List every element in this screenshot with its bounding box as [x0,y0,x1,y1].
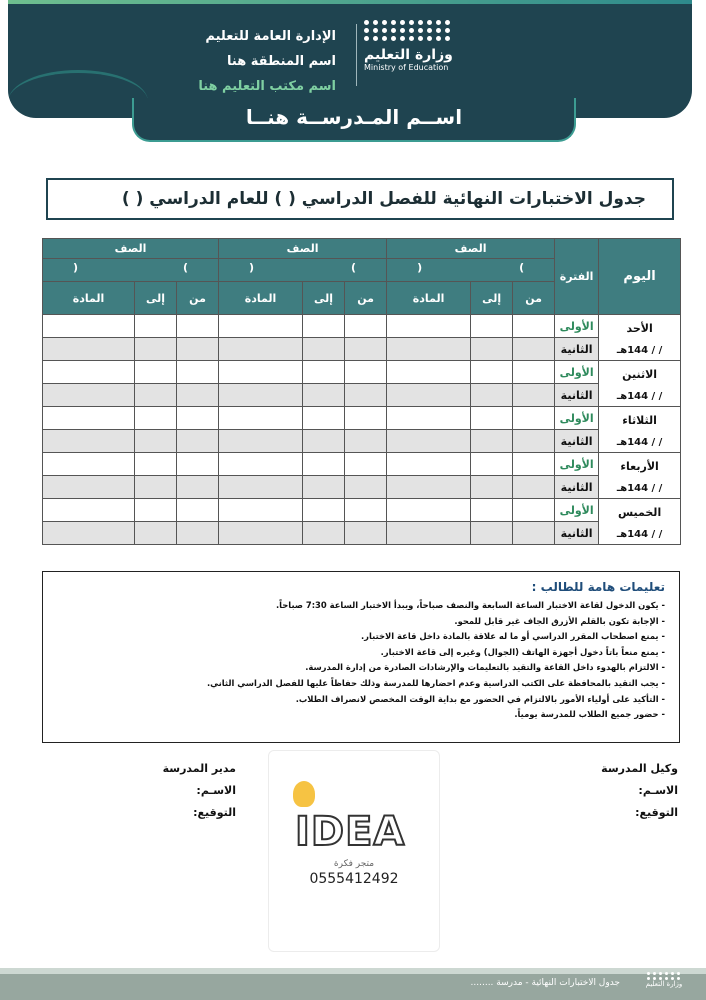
cell-subject[interactable] [43,430,135,453]
signature-label: التوقيع: [193,806,236,819]
cell-to[interactable] [135,499,177,522]
cell-to[interactable] [135,453,177,476]
table-row [43,476,681,499]
header-subject: المادة [387,282,471,315]
admin-line-2: اسم المنطقة هنا [227,54,336,69]
period-first: الأولى [555,407,599,430]
header-from: من [345,282,387,315]
cell-to[interactable] [303,453,345,476]
table-row [43,384,681,407]
cell-subject[interactable] [43,453,135,476]
period-second: الثانية [555,338,599,361]
day-cell: الأربعاء / / 144هـ [599,453,681,499]
cell-subject[interactable] [387,315,471,338]
cell-from[interactable] [177,430,219,453]
cell-to[interactable] [303,338,345,361]
lightbulb-icon [293,781,315,807]
cell-to[interactable] [471,453,513,476]
cell-from[interactable] [513,499,555,522]
cell-to[interactable] [135,361,177,384]
day-cell: الخميس / / 144هـ [599,499,681,545]
list-item: - يكون الدخول لقاعة الاختبار الساعة السابعة والنصف صباحاً، ويبدأ الاختبار الساعة 7:30 صباحاً. [57,598,665,614]
cell-from[interactable] [345,361,387,384]
name-label: الاسـم: [196,784,236,797]
list-item: - التأكيد على أولياء الأمور بالالتزام في الحضور مع بداية الوقت المخصص لانصراف الطلاب. [57,692,665,708]
header-accent-line [8,0,692,4]
cell-subject[interactable] [43,407,135,430]
instructions-heading: تعليمات هامة للطالب : [531,580,665,594]
idea-store-logo [268,750,440,952]
signature-label: التوقيع: [635,806,678,819]
header-grade-2: الصف [219,239,387,259]
admin-block [136,24,336,99]
header-from: من [177,282,219,315]
cell-from[interactable] [513,315,555,338]
day-cell: الأحد / / 144هـ [599,315,681,361]
cell-to[interactable] [135,338,177,361]
cell-to[interactable] [135,384,177,407]
cell-from[interactable] [177,476,219,499]
ministry-name-ar: وزارة التعليم [364,47,453,63]
cell-subject[interactable] [219,453,303,476]
cell-to[interactable] [303,361,345,384]
list-item: - يمنع منعاً باتاً دخول أجهزة الهاتف (الجوال) وغيره إلى قاعة الاختبار. [57,645,665,661]
cell-from[interactable] [345,384,387,407]
cell-subject[interactable] [43,499,135,522]
cell-from[interactable] [177,384,219,407]
table-row [43,499,681,522]
name-label: الاسـم: [638,784,678,797]
list-item: - الإجابة تكون بالقلم الأزرق الجاف غير قابل للمحو. [57,614,665,630]
vice-principal-signature [601,758,678,824]
ministry-logo [364,20,474,90]
cell-from[interactable] [345,338,387,361]
footer-text: جدول الاختبارات النهائية - مدرسة ........ [470,978,620,988]
cell-subject[interactable] [43,315,135,338]
footer-ministry-logo [634,972,694,988]
day-cell: الثلاثاء / / 144هـ [599,407,681,453]
cell-from[interactable] [513,384,555,407]
cell-from[interactable] [513,407,555,430]
cell-subject[interactable] [43,522,135,545]
cell-to[interactable] [135,407,177,430]
cell-to[interactable] [471,499,513,522]
cell-subject[interactable] [219,430,303,453]
period-first: الأولى [555,453,599,476]
header-subject: المادة [219,282,303,315]
grade-2-blank: ) ( [219,259,387,282]
cell-from[interactable] [513,338,555,361]
header-grade-3: الصف [43,239,219,259]
cell-subject[interactable] [219,522,303,545]
cell-subject[interactable] [387,476,471,499]
cell-from[interactable] [513,522,555,545]
principal-title: مدير المدرسة [162,762,236,775]
table-row [43,338,681,361]
ministry-dots-icon [634,972,694,980]
cell-subject[interactable] [387,361,471,384]
header-divider [356,24,357,86]
cell-from[interactable] [513,453,555,476]
cell-subject[interactable] [387,453,471,476]
table-row [43,361,681,384]
cell-subject[interactable] [387,338,471,361]
cell-subject[interactable] [219,407,303,430]
exam-schedule-table [42,238,681,545]
cell-subject[interactable] [43,338,135,361]
footer-band [0,968,706,974]
header-to: إلى [303,282,345,315]
cell-subject[interactable] [219,361,303,384]
cell-to[interactable] [303,430,345,453]
table-row [43,430,681,453]
principal-signature [163,758,236,824]
grade-3-blank: ) ( [43,259,219,282]
ministry-dots-icon [364,20,474,41]
cell-from[interactable] [177,499,219,522]
cell-to[interactable] [471,407,513,430]
admin-line-3: اسم مكتب التعليم هنا [198,79,336,94]
cell-to[interactable] [303,384,345,407]
cell-from[interactable] [177,315,219,338]
header-from: من [513,282,555,315]
table-row [43,315,681,338]
period-first: الأولى [555,361,599,384]
cell-to[interactable] [303,499,345,522]
cell-subject[interactable] [219,499,303,522]
cell-from[interactable] [177,407,219,430]
list-item: - حضور جميع الطلاب للمدرسة يومياً. [57,707,665,723]
period-second: الثانية [555,430,599,453]
period-second: الثانية [555,522,599,545]
cell-from[interactable] [513,430,555,453]
cell-subject[interactable] [387,430,471,453]
cell-from[interactable] [177,522,219,545]
cell-from[interactable] [177,338,219,361]
cell-to[interactable] [471,338,513,361]
instructions-list [57,598,665,723]
cell-to[interactable] [471,476,513,499]
period-first: الأولى [555,315,599,338]
instructions-box [42,571,680,743]
cell-from[interactable] [345,430,387,453]
logo-text: IDEA [295,809,406,855]
cell-from[interactable] [177,361,219,384]
cell-from[interactable] [345,453,387,476]
cell-subject[interactable] [387,384,471,407]
logo-subtitle: متجر فكرة [333,859,375,869]
list-item: - يمنع اصطحاب المقرر الدراسي أو ما له علاقة بالمادة داخل قاعة الاختبار. [57,629,665,645]
cell-subject[interactable] [219,315,303,338]
cell-subject[interactable] [43,361,135,384]
cell-subject[interactable] [387,407,471,430]
header-grade-1: الصف [387,239,555,259]
cell-subject[interactable] [219,338,303,361]
cell-to[interactable] [135,430,177,453]
cell-to[interactable] [303,522,345,545]
header-swoosh-decoration [8,70,148,118]
cell-to[interactable] [471,361,513,384]
footer-ministry-name: وزارة التعليم [645,980,683,988]
header-to: إلى [471,282,513,315]
cell-from[interactable] [177,453,219,476]
cell-subject[interactable] [387,522,471,545]
school-name-banner: اســم المـدرســة هنــا [132,98,576,142]
table-row [43,522,681,545]
header-to: إلى [135,282,177,315]
page-footer [0,968,706,1000]
header-subject: المادة [43,282,135,315]
list-item: - يجب التقيد بالمحافظة على الكتب الدراسية وعدم احضارها للمدرسة وذلك حفاظاً عليها للفصل الدراسي الثاني. [57,676,665,692]
grade-1-blank: ) ( [387,259,555,282]
period-second: الثانية [555,384,599,407]
cell-subject[interactable] [387,499,471,522]
cell-from[interactable] [345,522,387,545]
cell-to[interactable] [135,315,177,338]
cell-to[interactable] [135,522,177,545]
cell-subject[interactable] [219,384,303,407]
vice-principal-title: وكيل المدرسة [601,762,678,775]
schedule-title: جدول الاختبارات النهائية للفصل الدراسي ( ) للعام الدراسي ( ) [46,178,674,220]
list-item: - الالتزام بالهدوء داخل القاعة والتقيد بالتعليمات والإرشادات الصادرة من إدارة المدرسة. [57,660,665,676]
cell-from[interactable] [345,499,387,522]
cell-to[interactable] [303,407,345,430]
admin-line-1: الإدارة العامة للتعليم [205,29,336,44]
header-period: الفترة [555,239,599,315]
cell-to[interactable] [135,476,177,499]
cell-to[interactable] [471,384,513,407]
cell-to[interactable] [303,315,345,338]
ministry-name-en: Ministry of Education [364,63,449,72]
period-first: الأولى [555,499,599,522]
logo-phone: 0555412492 [309,871,399,887]
cell-from[interactable] [513,361,555,384]
cell-from[interactable] [513,476,555,499]
cell-to[interactable] [471,430,513,453]
cell-to[interactable] [471,522,513,545]
cell-from[interactable] [345,407,387,430]
table-row [43,453,681,476]
cell-to[interactable] [471,315,513,338]
cell-from[interactable] [345,315,387,338]
table-row [43,407,681,430]
cell-subject[interactable] [219,476,303,499]
cell-to[interactable] [303,476,345,499]
cell-from[interactable] [345,476,387,499]
period-second: الثانية [555,476,599,499]
day-cell: الاثنين / / 144هـ [599,361,681,407]
cell-subject[interactable] [43,384,135,407]
cell-subject[interactable] [43,476,135,499]
header-day: اليوم [599,239,681,315]
